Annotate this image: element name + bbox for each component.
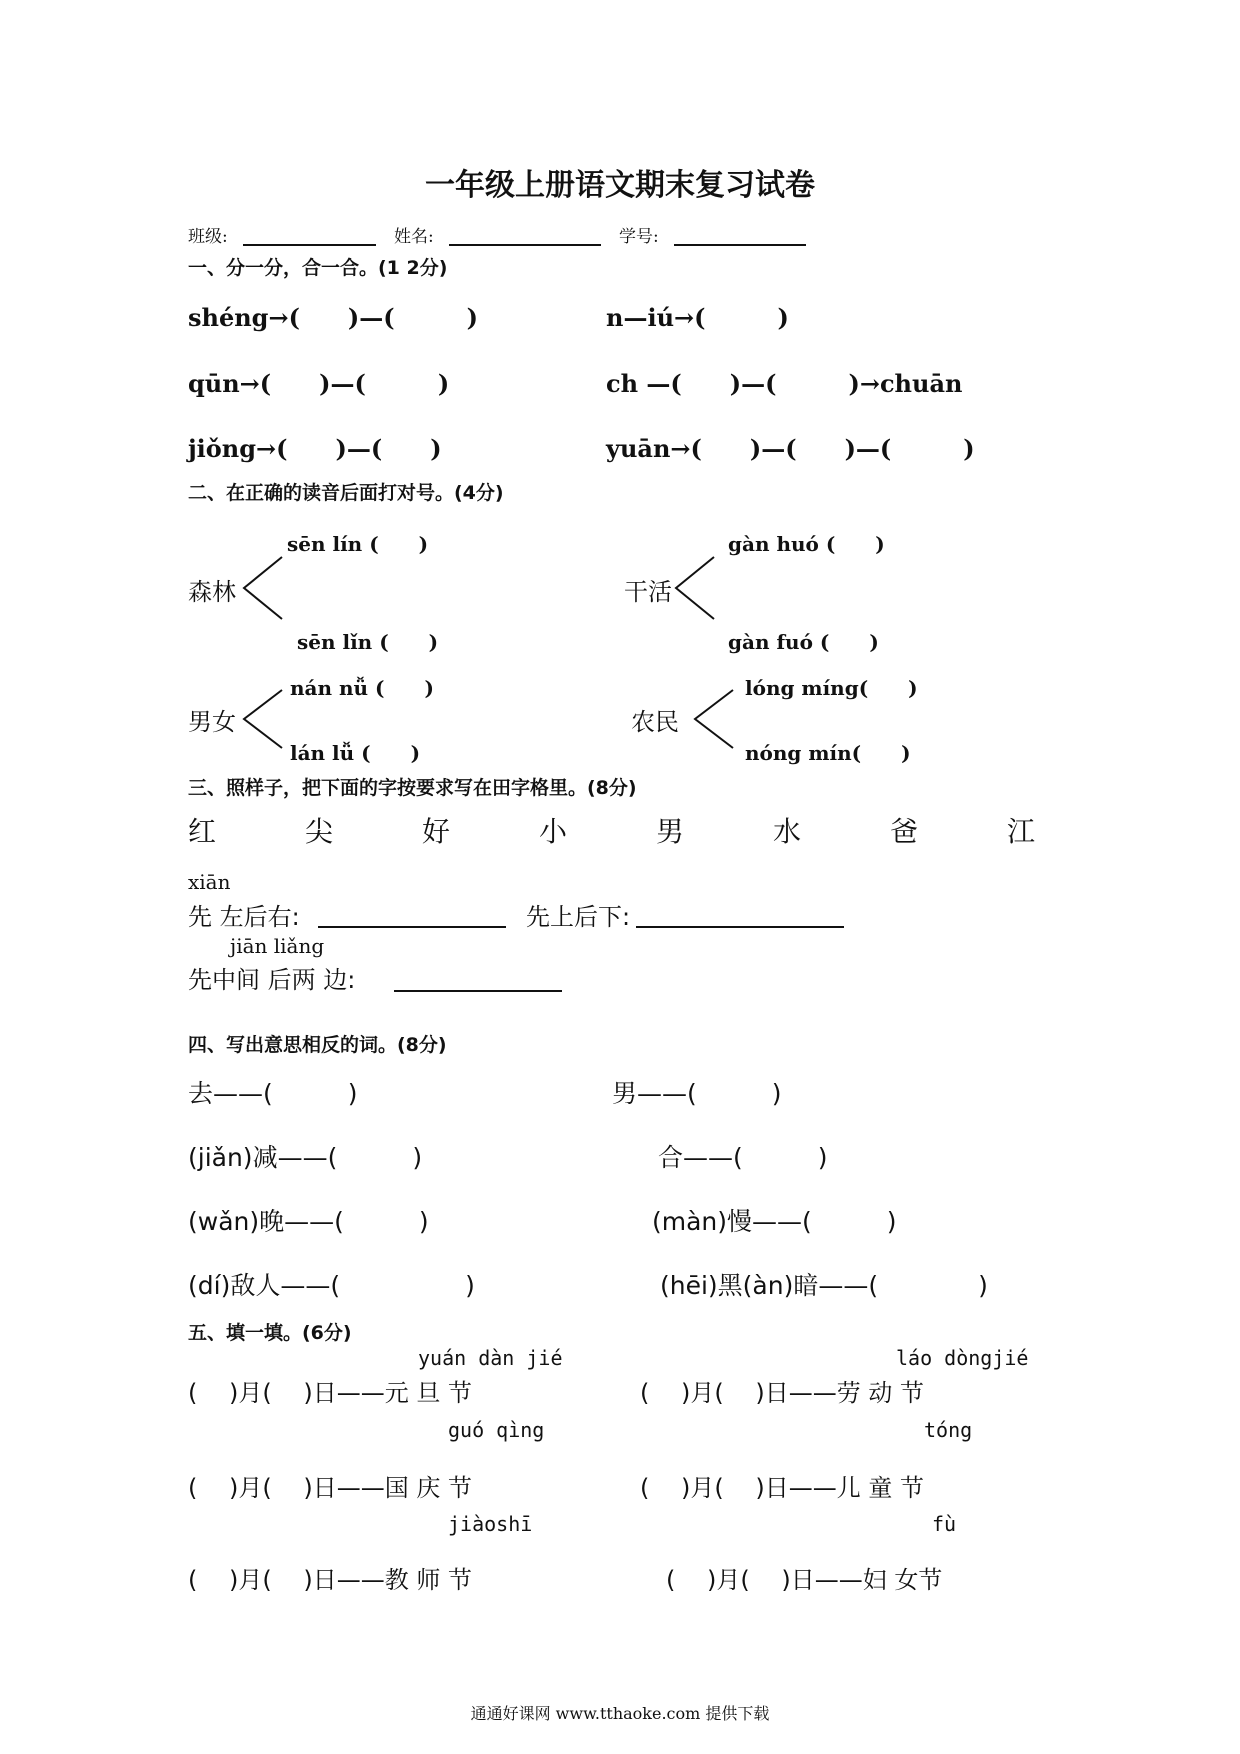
- bracket-icon: [242, 688, 284, 750]
- s2-word: 农民: [631, 708, 679, 736]
- practice-character: 尖: [305, 815, 334, 848]
- antonym-item: (màn)慢——( ): [652, 1207, 897, 1236]
- s2-option[interactable]: gàn huó ( ): [728, 532, 885, 556]
- practice-character: 爸: [890, 815, 919, 848]
- s2-word: 男女: [188, 708, 236, 736]
- practice-character: 好: [422, 815, 451, 848]
- pinyin-annotation: jiān liǎng: [230, 934, 325, 958]
- holiday-item: ( )月( )日——元 旦 节: [188, 1379, 472, 1407]
- bracket-icon: [674, 555, 716, 621]
- top-bottom-field[interactable]: [636, 926, 844, 928]
- s2-word: 干活: [624, 578, 672, 606]
- pinyin-annotation: láo dòngjié: [896, 1346, 1029, 1370]
- antonym-item: (wǎn)晚——( ): [188, 1207, 429, 1236]
- pinyin-annotation: fù: [932, 1512, 957, 1536]
- s2-option[interactable]: lóng míng( ): [745, 676, 918, 700]
- bracket-icon: [242, 555, 284, 621]
- s1-item: jiǒng→( )—( ): [188, 434, 442, 463]
- antonym-item: 男——( ): [612, 1079, 782, 1108]
- s2-option[interactable]: gàn fuó ( ): [728, 630, 879, 654]
- top-bottom-label: 先上后下:: [526, 903, 631, 931]
- class-label: 班级:: [188, 227, 228, 247]
- pinyin-annotation: yuán dàn jié: [418, 1346, 563, 1370]
- s1-item: yuān→( )—( )—( ): [606, 434, 975, 463]
- name-field[interactable]: [449, 244, 601, 246]
- pinyin-annotation: guó qìng: [448, 1418, 545, 1442]
- practice-character: 小: [539, 815, 568, 848]
- name-label: 姓名:: [394, 227, 434, 247]
- bracket-icon: [693, 688, 735, 750]
- antonym-item: 去——( ): [188, 1079, 358, 1108]
- number-label: 学号:: [619, 227, 659, 247]
- section5-heading: 五、填一填。(6分): [188, 1322, 352, 1344]
- holiday-item: ( )月( )日——劳 动 节: [640, 1379, 924, 1407]
- number-field[interactable]: [674, 244, 806, 246]
- antonym-item: (dí)敌人——( ): [188, 1271, 475, 1300]
- practice-character: 江: [1007, 815, 1036, 848]
- section3-heading: 三、照样子，把下面的字按要求写在田字格里。(8分): [188, 777, 637, 799]
- practice-character: 水: [773, 815, 802, 848]
- s2-option[interactable]: nóng mín( ): [745, 741, 911, 765]
- s2-option[interactable]: sēn lín ( ): [287, 532, 429, 556]
- antonym-item: (hēi)黑(àn)暗——( ): [660, 1271, 988, 1300]
- practice-character: 男: [656, 815, 685, 848]
- s2-word: 森林: [188, 578, 236, 606]
- holiday-item: ( )月( )日——儿 童 节: [640, 1474, 924, 1502]
- holiday-item: ( )月( )日——妇 女节: [666, 1566, 943, 1594]
- s1-item: ch —( )—( )→chuān: [606, 369, 963, 398]
- footer-text: 通通好课网 www.tthaoke.com 提供下载: [470, 1704, 770, 1723]
- holiday-item: ( )月( )日——教 师 节: [188, 1566, 472, 1594]
- pinyin-annotation: tóng: [924, 1418, 973, 1442]
- antonym-item: 合——( ): [658, 1143, 828, 1172]
- pinyin-annotation: jiàoshī: [448, 1512, 533, 1536]
- s2-option[interactable]: sēn lǐn ( ): [297, 630, 439, 654]
- left-right-label: 先 左后右:: [188, 903, 300, 931]
- page-title: 一年级上册语文期末复习试卷: [425, 168, 815, 203]
- middle-sides-label: 先中间 后两 边:: [188, 966, 356, 994]
- section2-heading: 二、在正确的读音后面打对号。(4分): [188, 482, 504, 504]
- holiday-item: ( )月( )日——国 庆 节: [188, 1474, 472, 1502]
- class-field[interactable]: [243, 244, 376, 246]
- pinyin-annotation: xiān: [188, 870, 231, 894]
- section4-heading: 四、写出意思相反的词。(8分): [188, 1034, 447, 1056]
- practice-character: 红: [188, 815, 217, 848]
- s1-item: qūn→( )—( ): [188, 369, 450, 398]
- section1-heading: 一、分一分，合一合。(1 2分): [188, 257, 448, 279]
- left-right-field[interactable]: [318, 926, 506, 928]
- s1-item: shéng→( )—( ): [188, 303, 478, 332]
- s2-option[interactable]: nán nǚ ( ): [290, 676, 434, 700]
- s1-item: n—iú→( ): [606, 303, 789, 332]
- s2-option[interactable]: lán lǚ ( ): [290, 741, 421, 765]
- antonym-item: (jiǎn)减——( ): [188, 1143, 423, 1172]
- middle-sides-field[interactable]: [394, 990, 562, 992]
